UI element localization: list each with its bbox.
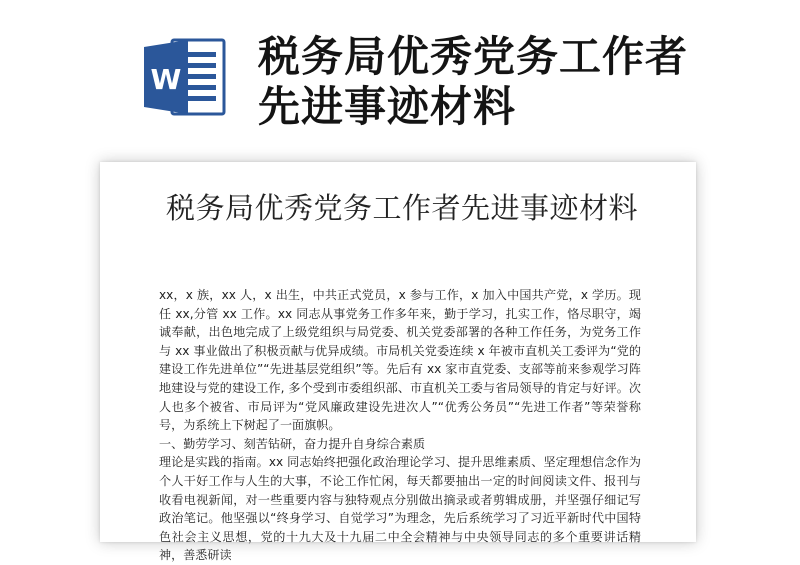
section-heading: 一、勤劳学习、刻苦钻研，奋力提升自身综合素质 [159,436,426,451]
word-letter: W [150,63,182,96]
header [0,0,800,160]
document-body [159,286,641,565]
document-title: 税务局优秀党务工作者先进事迹材料 [165,191,638,225]
paragraph-study: 理论是实践的指南。xx 同志始终把强化政治理论学习、提升思维素质、坚定理想信念作为个人干好工作与人生的大事，不论工作忙闲，每天都要抽出一定的时间阅读文件、报刊与收看电视新闻，对一些重要内容与独特观点分别做出摘录或者剪辑成册，并坚强仔细记写政治笔记。他坚强以“终身学习、自觉学习”为理念，先后系统学习了习近平新时代中国特色社会主义思想，党的十九大及十九届二中全会精神与中央领导同志的多个重要讲话精神，善悉研读 [159,455,641,563]
page-title: 税务局优秀党务工作者先进事迹材料 [258,32,689,131]
word-document-icon [142,37,226,117]
document-page [112,170,684,563]
paragraph-intro: xx，x 族，xx 人，x 出生，中共正式党员，x 参与工作，x 加入中国共产党，x 学历。现任 xx,分管 xx 工作。xx 同志从事党务工作多年来，勤于学习，扎实工作，恪尽职守，竭诚奉献，出色地完成了上级党组织与局党委、机关党委部署的各种工作任务，为党务工作与 xx 事业做出了积极贡献与优异成绩。市局机关党委连续 x 年被市直机关工委评为“党的建设工作先进单位”“先进基层党组织”等。先后有 xx 家市直党委、支部等前来参观学习阵地建设与党的建设工作, 多个受到市委组织部、市直机关工委与省局领导的肯定与好评。次人也多个被省、市局评为“党风廉政建设先进次人”“优秀公务员”“先进工作者”等荣誉称号，为系统上下树起了一面旗帜。 [159,288,641,433]
